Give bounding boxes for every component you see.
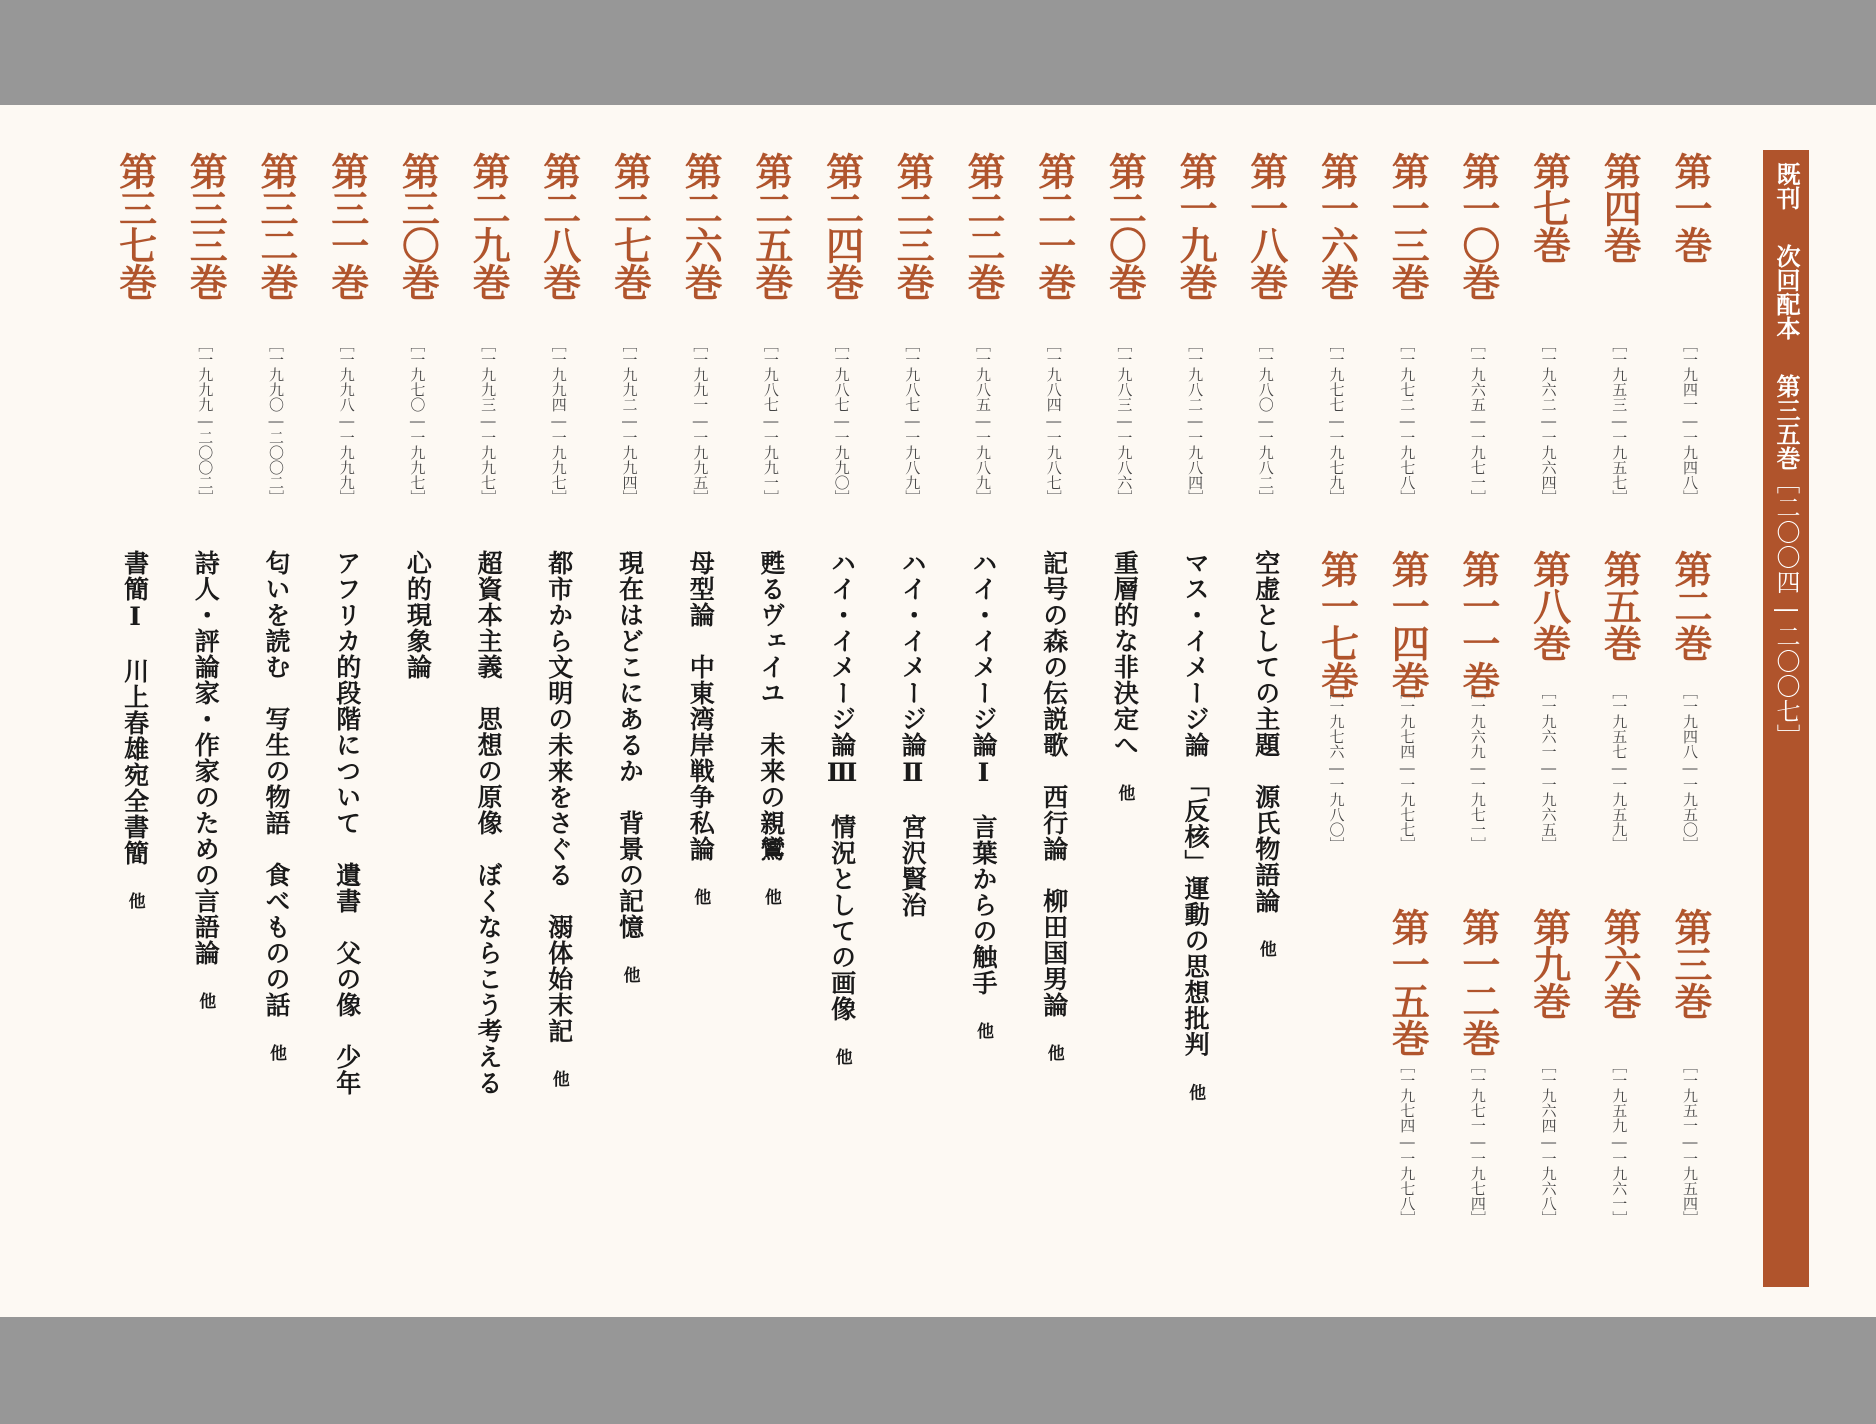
- volume-years: ［一九九四―一九九七］: [549, 337, 568, 505]
- volume-number: 第二一巻: [1031, 152, 1077, 300]
- volume-number: 第二七巻: [607, 152, 653, 300]
- volume-years: ［一九七四―一九七七］: [1398, 684, 1417, 852]
- volume-other-note: 他: [124, 892, 145, 910]
- volume-number: 第一三巻: [1385, 152, 1431, 300]
- volume-years: ［一九七二―一九七八］: [1398, 337, 1417, 505]
- volume-years: ［一九七〇―一九九七］: [408, 337, 427, 505]
- volume-number: 第六巻: [1597, 908, 1643, 1019]
- volume-years: ［一九九二―一九九四］: [620, 337, 639, 505]
- volume-number: 第二八巻: [536, 152, 582, 300]
- volume-years: ［一九八〇―一九八二］: [1256, 337, 1275, 505]
- volume-other-note: 他: [266, 1044, 286, 1062]
- volume-titles: ハイ・イメージ論Ⅱ 宮沢賢治: [898, 550, 928, 918]
- volume-titles: 甦るヴェイユ 未来の親鸞 他: [756, 550, 786, 906]
- volume-number: 第一二巻: [1455, 908, 1501, 1056]
- volume-number: 第二〇巻: [1102, 152, 1148, 300]
- volume-other-note: 他: [619, 966, 640, 984]
- volume-number: 第二九巻: [466, 152, 512, 300]
- volume-other-note: 他: [1255, 940, 1276, 958]
- volume-other-note: 他: [195, 992, 216, 1010]
- volume-titles: 空虚としての主題 源氏物語論 他: [1251, 550, 1281, 958]
- volume-number: 第二二巻: [961, 152, 1006, 300]
- header-sidebar: [1763, 150, 1809, 1287]
- volume-number: 第二五巻: [748, 152, 794, 300]
- volume-other-note: 他: [690, 888, 711, 906]
- volume-years: ［一九九一―一九九五］: [691, 337, 710, 505]
- volume-number: 第一八巻: [1243, 152, 1289, 300]
- volume-titles: アフリカ的段階について 遺書 父の像 少年: [332, 550, 362, 1096]
- volume-titles: ハイ・イメージ論Ⅰ 言葉からの触手 他: [969, 550, 998, 1040]
- volume-number: 第一〇巻: [1455, 152, 1501, 300]
- volume-titles: 現在はどこにあるか 背景の記憶 他: [615, 550, 645, 984]
- volume-other-note: 他: [831, 1048, 852, 1066]
- volume-titles: 心的現象論: [403, 550, 433, 680]
- volume-years: ［一九六四―一九六八］: [1539, 1058, 1558, 1226]
- volume-years: ［一九七七―一九七九］: [1327, 337, 1346, 505]
- published-label: 既刊: [1772, 162, 1800, 210]
- volume-other-note: 他: [973, 1022, 993, 1040]
- volume-number: 第九巻: [1526, 908, 1572, 1019]
- volume-other-note: 他: [1185, 1083, 1206, 1102]
- volume-titles: マス・イメージ論 「反核」運動の思想批判 他: [1181, 550, 1211, 1102]
- volume-years: ［一九九〇―二〇〇二］: [267, 337, 285, 505]
- volume-other-note: 他: [1114, 784, 1135, 802]
- volume-years: ［一九九八―一九九九］: [337, 337, 356, 505]
- volume-titles: 匂いを読む 写生の物語 食べものの話 他: [262, 550, 291, 1062]
- next-label: 次回配本: [1772, 244, 1800, 340]
- volume-other-note: 他: [760, 888, 781, 906]
- volume-years: ［一九九三―一九九七］: [479, 337, 498, 505]
- volume-titles: 母型論 中東湾岸戦争私論 他: [686, 550, 716, 906]
- volume-number: 第七巻: [1526, 152, 1572, 263]
- volume-years: ［一九五三―一九五七］: [1610, 337, 1629, 505]
- volume-number: 第二三巻: [890, 152, 936, 300]
- volume-years: ［一九六九―一九七一］: [1468, 684, 1487, 852]
- volume-years: ［一九八二―一九八四］: [1186, 337, 1205, 505]
- volume-years: ［一九八七―一九九〇］: [832, 337, 851, 505]
- volume-number: 第一四巻: [1385, 550, 1431, 698]
- volume-number: 第二四巻: [819, 152, 865, 300]
- volume-years: ［一九七四―一九七八］: [1398, 1058, 1417, 1226]
- volume-years: ［一九五一―一九五四］: [1681, 1058, 1699, 1226]
- volume-number: 第三〇巻: [395, 152, 441, 300]
- volume-number: 第三三巻: [183, 152, 229, 300]
- volume-other-note: 他: [1043, 1044, 1064, 1062]
- volume-number: 第三巻: [1668, 908, 1713, 1019]
- volume-years: ［一九六五―一九七一］: [1468, 337, 1487, 505]
- volume-number: 第三一巻: [324, 152, 370, 300]
- volume-years: ［一九八三―一九八六］: [1115, 337, 1134, 505]
- volume-number: 第五巻: [1597, 550, 1643, 661]
- volume-titles: 書簡Ⅰ 川上春雄宛全書簡 他: [120, 550, 150, 910]
- volume-titles: ハイ・イメージ論Ⅲ 情況としての画像 他: [827, 550, 857, 1066]
- volume-number: 第一五巻: [1385, 908, 1431, 1056]
- volume-years: ［一九七一―一九七四］: [1468, 1058, 1487, 1226]
- volume-number: 第二六巻: [678, 152, 724, 300]
- volume-number: 第一六巻: [1314, 152, 1360, 300]
- volume-years: ［一九八七―一九八九］: [903, 337, 922, 505]
- volume-years: ［一九八四―一九八七］: [1044, 337, 1063, 505]
- volume-number: 第二巻: [1668, 550, 1713, 661]
- volume-titles: 記号の森の伝説歌 西行論 柳田国男論 他: [1039, 550, 1069, 1062]
- volume-years: ［一九六一―一九六五］: [1539, 684, 1558, 852]
- volume-number: 第一九巻: [1173, 152, 1219, 300]
- next-volume: 第三五巻: [1772, 374, 1800, 470]
- volume-number: 第八巻: [1526, 550, 1572, 661]
- volume-titles: 詩人・評論家・作家のための言語論 他: [191, 550, 221, 1010]
- volume-number: 第一一巻: [1455, 550, 1501, 698]
- volume-years: ［一九五九―一九六一］: [1610, 1058, 1629, 1226]
- volume-years: ［一九八七―一九九一］: [761, 337, 780, 505]
- volume-other-note: 他: [548, 1070, 569, 1088]
- volume-number: 第四巻: [1597, 152, 1643, 263]
- volume-years: ［一九八五―一九八九］: [974, 337, 992, 505]
- volume-years: ［一九六二―一九六四］: [1539, 337, 1558, 505]
- volume-years: ［一九七六―一九八〇］: [1327, 684, 1346, 852]
- volume-number: 第一七巻: [1314, 550, 1360, 698]
- volume-years: ［一九九九―二〇〇二］: [196, 337, 215, 505]
- volume-titles: 都市から文明の未来をさぐる 溺体始末記 他: [544, 550, 574, 1088]
- volume-number: 第三七巻: [112, 152, 158, 300]
- volume-titles: 重層的な非決定へ 他: [1110, 550, 1140, 802]
- volume-years: ［一九四一―一九四八］: [1681, 337, 1699, 505]
- volume-years: ［一九四八―一九五〇］: [1681, 684, 1699, 852]
- volume-number: 第一巻: [1668, 152, 1713, 263]
- volume-years: ［一九五七―一九五九］: [1610, 684, 1629, 852]
- volume-titles: 超資本主義 思想の原像 ぼくならこう考える: [474, 550, 504, 1096]
- volume-number: 第三二巻: [254, 152, 299, 300]
- top-band: [0, 0, 1876, 105]
- bottom-band: [0, 1317, 1876, 1424]
- next-years: ［二〇〇四―二〇〇七］: [1772, 470, 1800, 749]
